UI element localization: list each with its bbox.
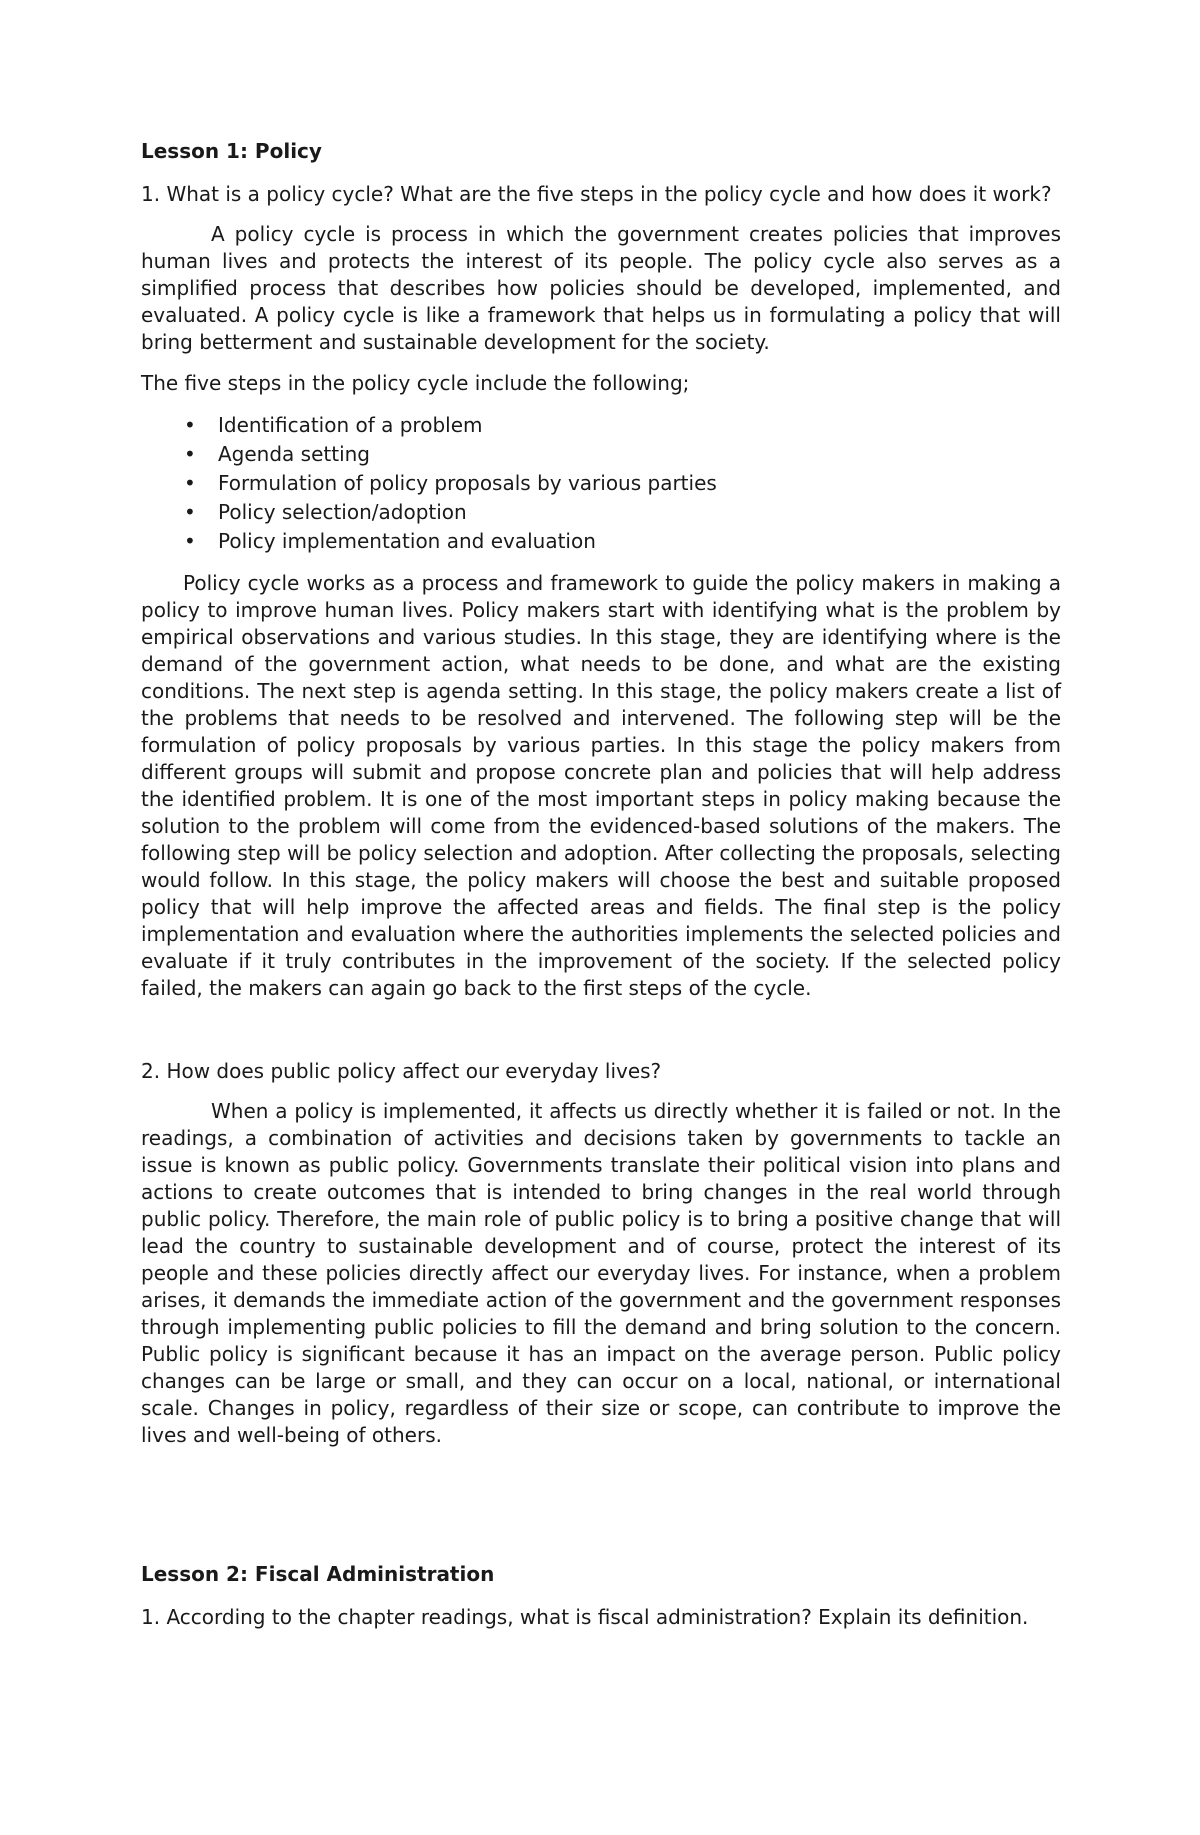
bullet-icon: •: [184, 529, 196, 553]
spacer: [141, 1016, 1061, 1058]
lesson-2-question-1: 1. According to the chapter readings, what is fiscal administration? Explain its definition.: [141, 1605, 1029, 1629]
lesson-1-title: Lesson 1: Policy: [141, 139, 322, 163]
lesson-2-title: Lesson 2: Fiscal Administration: [141, 1562, 495, 1586]
bullet-icon: •: [184, 500, 196, 524]
document-page: [141, 138, 1061, 1644]
list-item-text: Identification of a problem: [218, 413, 483, 437]
policy-cycle-definition-paragraph: A policy cycle is process in which the government creates policies that improves human lives and protects the interest of its people. The policy cycle also serves as a simplified process that describes how policies should be developed, implemented, and evaluated. A policy cycle is like a framework that helps us in formulating a policy that will bring betterment and sustainable development for the society.: [141, 222, 1061, 354]
list-item: [141, 469, 1061, 498]
lesson-1-question-2: 2. How does public policy affect our everyday lives?: [141, 1059, 662, 1083]
list-item: [141, 440, 1061, 469]
list-item-text: Formulation of policy proposals by various parties: [218, 471, 717, 495]
policy-cycle-process-paragraph: Policy cycle works as a process and framework to guide the policy makers in making a policy to improve human lives. Policy makers start with identifying what is the problem by empirical observations and various studies. In this stage, they are identifying where is the demand of the government action, what needs to be done, and what are the existing conditions. The next step is agenda setting. In this stage, the policy makers create a list of the problems that needs to be resolved and intervened. The following step will be the formulation of policy proposals by various parties. In this stage the policy makers from different groups will submit and propose concrete plan and policies that will help address the identified problem. It is one of the most important steps in policy making because the solution to the problem will come from the evidenced-based solutions of the makers. The following step will be policy selection and adoption. After collecting the proposals, selecting would follow. In this stage, the policy makers will choose the best and suitable proposed policy that will help improve the affected areas and fields. The final step is the policy implementation and evaluation where the authorities implements the selected policies and evaluate if it truly contributes in the improvement of the society. If the selected policy failed, the makers can again go back to the first steps of the cycle.: [141, 571, 1061, 1000]
steps-intro: The five steps in the policy cycle include the following;: [141, 371, 690, 395]
list-item-text: Agenda setting: [218, 442, 371, 466]
list-item-text: Policy selection/adoption: [218, 500, 467, 524]
list-item: [141, 498, 1061, 527]
list-item: [141, 411, 1061, 440]
bullet-icon: •: [184, 471, 196, 495]
lesson-1-question-1: 1. What is a policy cycle? What are the five steps in the policy cycle and how does it work?: [141, 182, 1052, 206]
list-item-text: Policy implementation and evaluation: [218, 529, 596, 553]
public-policy-paragraph: When a policy is implemented, it affects us directly whether it is failed or not. In the readings, a combination of activities and decisions taken by governments to tackle an issue is known as public policy. Governments translate their political vision into plans and actions to create outcomes that is intended to bring changes in the real world through public policy. Therefore, the main role of public policy is to bring a positive change that will lead the country to sustainable development and of course, protect the interest of its people and these policies directly affect our everyday lives. For instance, when a problem arises, it demands the immediate action of the government and the government responses through implementing public policies to fill the demand and bring solution to the concern. Public policy is significant because it has an impact on the average person. Public policy changes can be large or small, and they can occur on a local, national, or international scale. Changes in policy, regardless of their size or scope, can contribute to improve the lives and well-being of others.: [141, 1099, 1061, 1447]
policy-cycle-steps-list: [141, 411, 1061, 556]
bullet-icon: •: [184, 442, 196, 466]
list-item: [141, 527, 1061, 556]
bullet-icon: •: [184, 413, 196, 437]
spacer: [141, 1463, 1061, 1561]
